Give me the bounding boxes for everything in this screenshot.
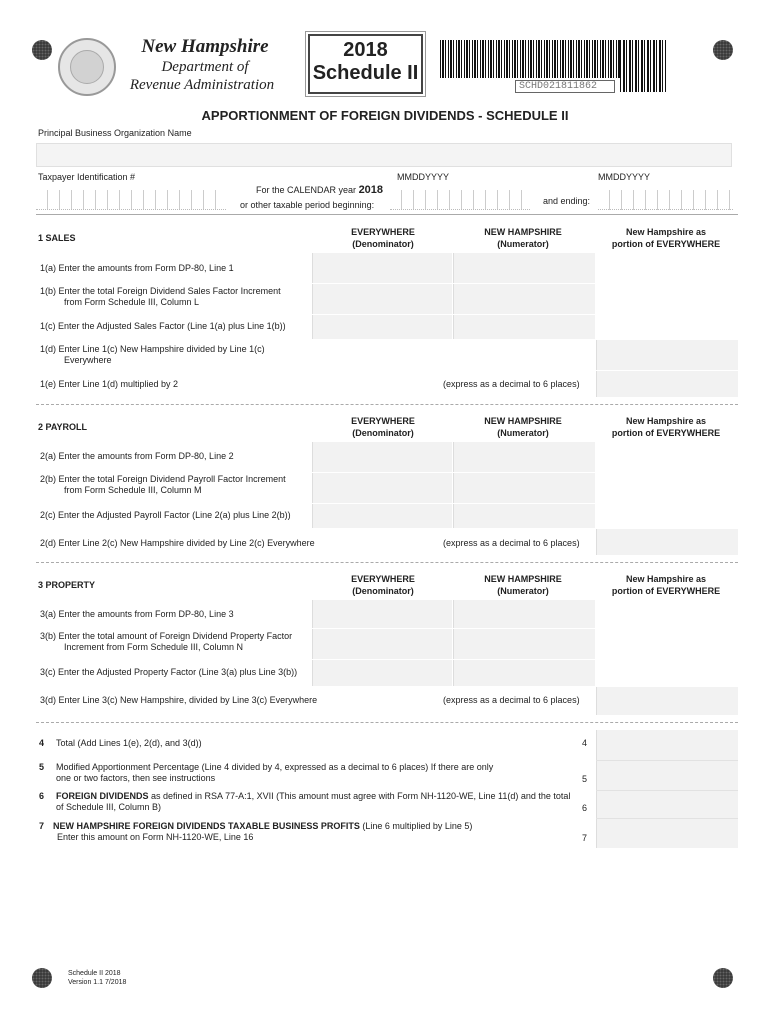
sales-1e-portion[interactable] (596, 371, 738, 397)
property-3b-nh[interactable] (453, 629, 595, 659)
property-3d-portion[interactable] (596, 687, 738, 715)
line-2d: 2(d) Enter Line 2(c) New Hampshire divided by Line 2(c) Everywhere (40, 538, 315, 548)
payroll-2b-everywhere[interactable] (312, 473, 452, 503)
line-7: NEW HAMPSHIRE FOREIGN DIVIDENDS TAXABLE BUSINESS PROFITS (Line 6 multiplied by Line 5) Enter this amount on Form NH-1120-WE, Line 16 (53, 821, 473, 842)
property-header-portion: New Hampshire as portion of EVERYWHERE (611, 574, 721, 596)
line-6: FOREIGN DIVIDENDS as defined in RSA 77-A:1, XVII (This amount must agree with Form NH-1120-WE, Line 11(d) and the total of Schedule III, Column B) (56, 791, 571, 812)
begin-date-field[interactable] (390, 190, 530, 210)
payroll-2d-portion[interactable] (596, 529, 738, 555)
payroll-header-portion: New Hampshire as portion of EVERYWHERE (611, 416, 721, 438)
and-ending-label: and ending: (543, 196, 591, 206)
line-2a: 2(a) Enter the amounts from Form DP-80, Line 2 (40, 451, 234, 461)
line-6-ref: 6 (582, 803, 588, 813)
property-header-nh: NEW HAMPSHIRE (Numerator) (484, 574, 562, 596)
line-4: Total (Add Lines 1(e), 2(d), and 3(d)) (56, 738, 202, 748)
line-7-ref: 7 (582, 833, 588, 843)
divider (596, 760, 738, 761)
registration-mark-bottom-left (32, 968, 52, 988)
property-3c-everywhere[interactable] (312, 660, 452, 686)
line-6-number: 6 (39, 791, 45, 801)
payroll-2a-nh[interactable] (453, 442, 595, 472)
line-5-ref: 5 (582, 774, 588, 784)
payroll-title: 2 PAYROLL (38, 422, 88, 432)
property-title: 3 PROPERTY (38, 580, 96, 590)
property-header-everywhere: EVERYWHERE (Denominator) (351, 574, 415, 596)
payroll-2a-everywhere[interactable] (312, 442, 452, 472)
year-schedule-box (308, 34, 423, 94)
sales-1d-portion[interactable] (596, 340, 738, 370)
sales-1a-everywhere[interactable] (312, 253, 452, 283)
sales-1c-nh[interactable] (453, 315, 595, 339)
line-3a: 3(a) Enter the amounts from Form DP-80, Line 3 (40, 609, 234, 619)
line-3b: 3(b) Enter the total amount of Foreign Dividend Property Factor Increment from Form Schedule III, Column N (40, 631, 293, 652)
divider (36, 722, 738, 723)
line-2b: 2(b) Enter the total Foreign Dividend Payroll Factor Increment from Form Schedule III, Column M (40, 474, 286, 495)
org-name-field[interactable] (36, 143, 732, 167)
barcode-text: SCHD021811862 (515, 80, 615, 93)
footer: Schedule II 2018 Version 1.1 7/2018 (68, 970, 127, 986)
divider (36, 214, 738, 215)
sales-1a-nh[interactable] (453, 253, 595, 283)
line-2c: 2(c) Enter the Adjusted Payroll Factor (Line 2(a) plus Line 2(b)) (40, 510, 291, 520)
department-line2: Revenue Administration (129, 77, 275, 93)
line-3d: 3(d) Enter Line 3(c) New Hampshire, divided by Line 3(c) Everywhere (40, 695, 318, 705)
property-3c-nh[interactable] (453, 660, 595, 686)
tin-label: Taxpayer Identification # (38, 172, 136, 182)
registration-mark-top-right (713, 40, 733, 60)
form-year: 2018 (343, 39, 388, 61)
payroll-2c-everywhere[interactable] (312, 504, 452, 528)
end-date-field[interactable] (598, 190, 733, 210)
sales-title: 1 SALES (38, 233, 76, 243)
other-period-label: or other taxable period beginning: (240, 200, 375, 210)
tin-field[interactable] (36, 190, 226, 210)
payroll-2c-nh[interactable] (453, 504, 595, 528)
end-date-format: MMDDYYYY (598, 172, 651, 182)
line-1c: 1(c) Enter the Adjusted Sales Factor (Line 1(a) plus Line 1(b)) (40, 321, 286, 331)
state-name: New Hampshire (141, 36, 269, 57)
payroll-decimal-note: (express as a decimal to 6 places) (443, 538, 580, 548)
divider (36, 562, 738, 563)
state-seal (58, 38, 116, 96)
payroll-header-everywhere: EVERYWHERE (Denominator) (351, 416, 415, 438)
barcode-secondary (620, 40, 666, 92)
registration-mark-top-left (32, 40, 52, 60)
form-title: APPORTIONMENT OF FOREIGN DIVIDENDS - SCHEDULE II (201, 108, 569, 123)
property-decimal-note: (express as a decimal to 6 places) (443, 695, 580, 705)
sales-1b-nh[interactable] (453, 284, 595, 314)
divider (596, 790, 738, 791)
line-7-number: 7 (39, 821, 45, 831)
registration-mark-bottom-right (713, 968, 733, 988)
line-1e: 1(e) Enter Line 1(d) multiplied by 2 (40, 379, 179, 389)
calendar-year-label: For the CALENDAR year 2018 (256, 184, 384, 196)
barcode (440, 40, 620, 78)
department-line1: Department of (161, 59, 249, 75)
line-4-number: 4 (39, 738, 45, 748)
sales-header-nh: NEW HAMPSHIRE (Numerator) (484, 227, 562, 249)
sales-1c-everywhere[interactable] (312, 315, 452, 339)
payroll-header-nh: NEW HAMPSHIRE (Numerator) (484, 416, 562, 438)
property-3b-everywhere[interactable] (312, 629, 452, 659)
divider (36, 404, 738, 405)
sales-header-everywhere: EVERYWHERE (Denominator) (351, 227, 415, 249)
line-1b: 1(b) Enter the total Foreign Dividend Sales Factor Increment from Form Schedule III, Column L (40, 286, 281, 307)
org-name-label: Principal Business Organization Name (38, 128, 192, 138)
line-5: Modified Apportionment Percentage (Line 4 divided by 4, expressed as a decimal to 6 places) If there are only one or two factors, then see instructions (56, 762, 494, 783)
sales-header-portion: New Hampshire as portion of EVERYWHERE (611, 227, 721, 249)
line-3c: 3(c) Enter the Adjusted Property Factor (Line 3(a) plus Line 3(b)) (40, 667, 298, 677)
divider (596, 818, 738, 819)
sales-1b-everywhere[interactable] (312, 284, 452, 314)
begin-date-format: MMDDYYYY (397, 172, 450, 182)
sales-decimal-note: (express as a decimal to 6 places) (443, 379, 580, 389)
property-3a-everywhere[interactable] (312, 600, 452, 628)
line-4-ref: 4 (582, 738, 588, 748)
line-1a: 1(a) Enter the amounts from Form DP-80, Line 1 (40, 263, 234, 273)
payroll-2b-nh[interactable] (453, 473, 595, 503)
totals-fields[interactable] (596, 730, 738, 848)
property-3a-nh[interactable] (453, 600, 595, 628)
line-1d: 1(d) Enter Line 1(c) New Hampshire divided by Line 1(c) Everywhere (40, 344, 265, 365)
line-5-number: 5 (39, 762, 45, 772)
schedule-name: Schedule II (312, 62, 419, 84)
